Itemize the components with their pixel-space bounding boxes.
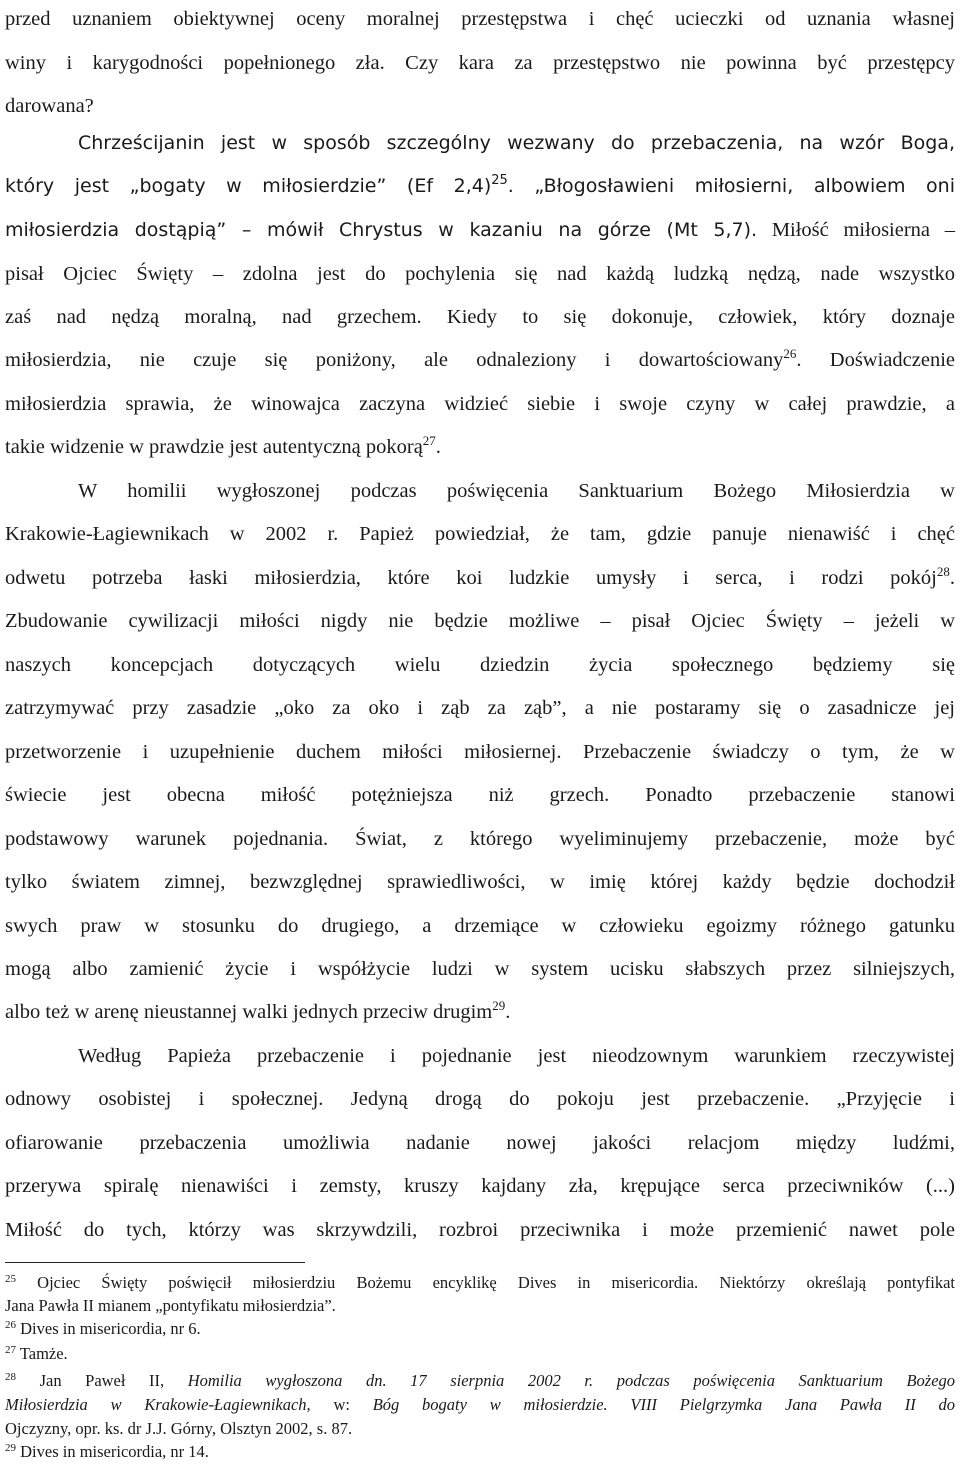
text-line: przed uznaniem obiektywnej oceny moralnej przestępstwa i chęć ucieczki od uznania własnej [5,8,955,30]
text-line: odnowy osobistej i społecznej. Jedyną drogą do pokoju jest przebaczenie. „Przyjęcie i [5,1088,955,1110]
text-line: naszych koncepcjach dotyczących wielu dziedzin życia społecznego będziemy się [5,654,955,676]
text-line: ofiarowanie przebaczenia umożliwia nadanie nowej jakości relacjom między ludźmi, [5,1132,955,1154]
text-line: zatrzymywać przy zasadzie „oko za oko i ząb za ząb”, a nie postaramy się o zasadnicze jej [5,697,955,719]
text-line: darowana? [5,95,94,117]
text-line: Według Papieża przebaczenie i pojednanie jest nieodzownym warunkiem rzeczywistej [78,1045,955,1067]
text-line: Krakowie-Łagiewnikach w 2002 r. Papież powiedział, że tam, gdzie panuje nienawiść i chęć [5,523,955,545]
text-line: Chrześcijanin jest w sposób szczególny wezwany do przebaczenia, na wzór Boga, [78,132,955,154]
footnote-28-cont: Ojczyzny, opr. ks. dr J.J. Górny, Olsztyn 2002, s. 87. [5,1419,353,1438]
text-line: miłosierdzia sprawia, że winowajca zaczyna widzieć siebie i swoje czyny w całej prawdzie, a [5,393,955,415]
text-line: miłosierdzia dostąpią” – mówił Chrystus w kazaniu na górze (Mt 5,7). Miłość miłosierna – [5,219,955,241]
text-line: świecie jest obecna miłość potężniejsza niż grzech. Ponadto przebaczenie stanowi [5,784,955,806]
footnote-28-cont: Miłosierdzia w Krakowie-Łagiewnikach, w: Bóg bogaty w miłosierdzie. VIII Pielgrzymka Jana Pawła II do [5,1395,956,1414]
text-line: który jest „bogaty w miłosierdzie” (Ef 2,4)$^{25}$. „Błogosławieni miłosierni, albowiem oni [5,173,955,197]
text-line: W homilii wygłoszonej podczas poświęcenia Sanktuarium Bożego Miłosierdzia w [78,480,955,502]
footnote-25-cont: Jana Pawła II mianem „pontyfikatu miłosierdzia”. [5,1296,336,1315]
text-line: swych praw w stosunku do drugiego, a drzemiące w człowieku egoizmy różnego gatunku [5,915,955,937]
footnote-25: $^{25}$ Ojciec Święty poświęcił miłosierdziu Bożemu encyklikę Dives in misericordia. Niektórzy określają pontyfikat [5,1273,955,1292]
footnote-27: $^{27}$ Tamże. [5,1344,68,1363]
text-line: podstawowy warunek pojednania. Świat, z którego wyeliminujemy przebaczenie, może być [5,828,955,850]
text-line: winy i karygodności popełnionego zła. Czy kara za przestępstwo nie powinna być przestępcy [5,52,955,74]
footnote-29: $^{29}$ Dives in misericordia, nr 14. [5,1442,209,1461]
text-line: tylko światem zimnej, bezwzględnej sprawiedliwości, w imię której każdy będzie dochodził [5,871,955,893]
text-line: Miłość do tych, którzy was skrzywdzili, rozbroi przeciwnika i może przemienić nawet pole [5,1219,955,1241]
footnote-ref: 28 [936,564,950,579]
footnote-ref: 26 [783,346,797,361]
footnote-ref: 25 [491,173,508,188]
footnote-ref: 27 [422,433,436,448]
footnote-separator [5,1262,305,1263]
text-line: przetworzenie i uzupełnienie duchem miłości miłosiernej. Przebaczenie świadczy o tym, że w [5,741,955,763]
text-line: albo też w arenę nieustannej walki jednych przeciw drugim$^{29}$. [5,998,511,1023]
text-line: pisał Ojciec Święty – zdolna jest do pochylenia się nad każdą ludzką nędzą, nade wszystko [5,263,955,285]
text-line: odwetu potrzeba łaski miłosierdzia, które koi ludzkie umysły i serca, i rodzi pokój$^{28}$. [5,564,955,589]
text-line: mogą albo zamienić życie i współżycie ludzi w system ucisku słabszych przez silniejszych, [5,958,955,980]
footnote-ref: 29 [492,998,506,1013]
footnote-28: $^{28}$ Jan Paweł II, Homilia wygłoszona dn. 17 sierpnia 2002 r. podczas poświęcenia Sanktuarium Bożego [5,1371,956,1390]
footnote-26: $^{26}$ Dives in misericordia, nr 6. [5,1319,201,1338]
text-line: zaś nad nędzą moralną, nad grzechem. Kiedy to się dokonuje, człowiek, który doznaje [5,306,955,328]
text-line: Zbudowanie cywilizacji miłości nigdy nie będzie możliwe – pisał Ojciec Święty – jeżeli w [5,610,955,632]
text-line: takie widzenie w prawdzie jest autentyczną pokorą$^{27}$. [5,433,441,458]
text-line: przerywa spiralę nienawiści i zemsty, kruszy kajdany zła, krępujące serca przeciwników (...) [5,1175,955,1197]
text-line: miłosierdzia, nie czuje się poniżony, ale odnaleziony i dowartościowany$^{26}$. Doświadczenie [5,346,955,371]
